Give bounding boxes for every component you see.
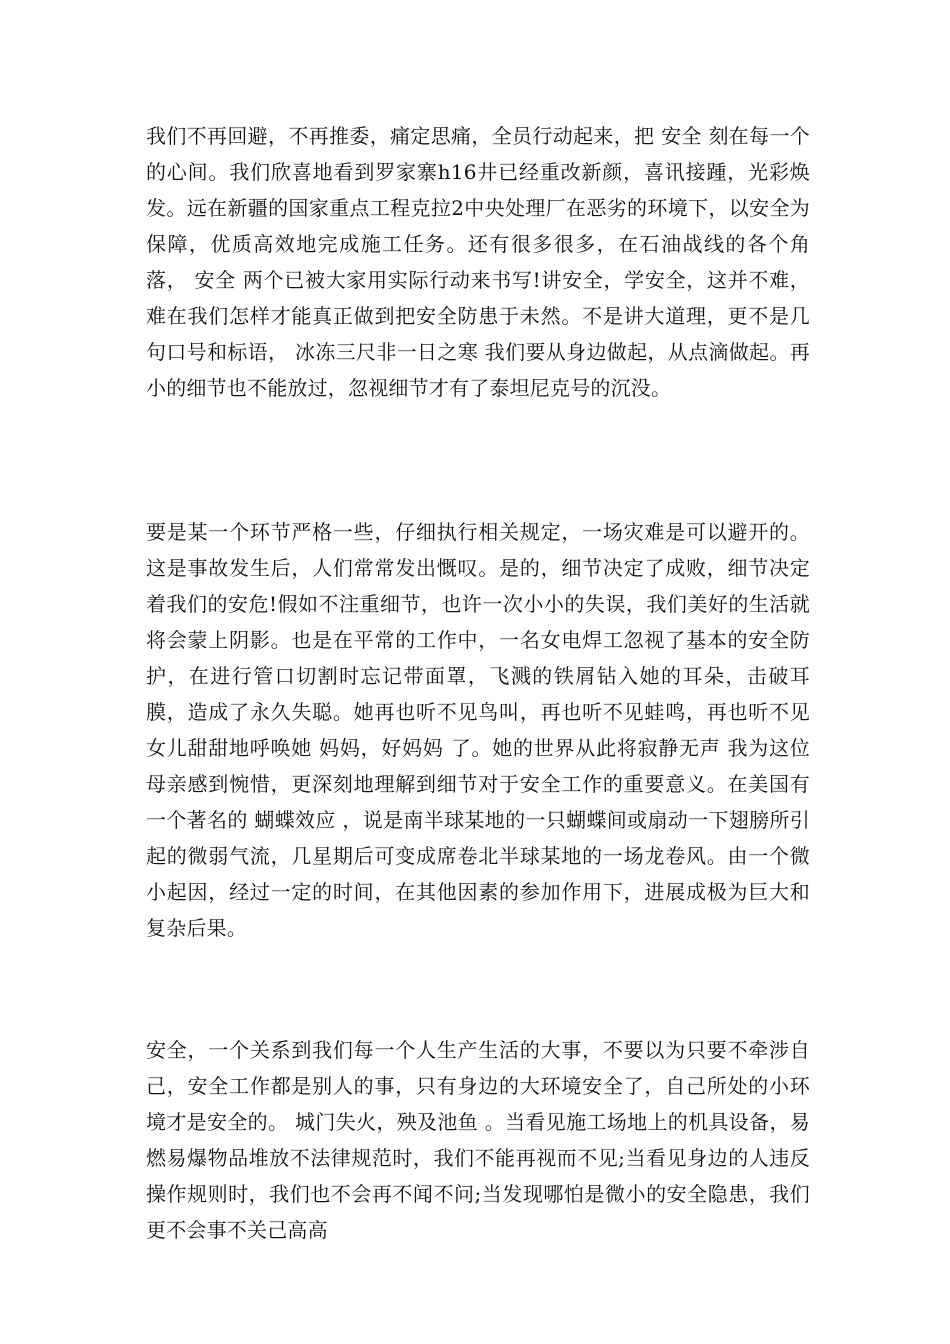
paragraph-1: 我们不再回避，不再推委，痛定思痛，全员行动起来，把 安全 刻在每一个的心间。我们欣喜地看到罗家寨h16井已经重改新颜，喜讯接踵，光彩焕发。远在新疆的国家重点工程克拉2中央处理厂在恶劣的环境下，以安全为保障，优质高效地完成施工任务。还有很多很多，在石油战线的各个角落， 安全 两个已被大家用实际行动来书写!讲安全，学安全，这并不难，难在我们怎样才能真正做到把安全防患于未然。不是讲大道理，更不是几句口号和标语， 冰冻三尺非一日之寒 我们要从身边做起，从点滴做起。再小的细节也不能放过，忽视细节才有了泰坦尼克号的沉没。 bbox=[146, 124, 810, 400]
paragraph-3: 安全，一个关系到我们每一个人生产生活的大事，不要以为只要不牵涉自己，安全工作都是别人的事，只有身边的大环境安全了，自己所处的小环境才是安全的。 城门失火，殃及池鱼 。当看见施工场地上的机具设备，易燃易爆物品堆放不法律规范时，我们不能再视而不见;当看见身边的人违反操作规则时，我们也不会再不闻不问;当发现哪怕是微小的安全隐患，我们更不会事不关己高高 bbox=[146, 1038, 810, 1242]
paragraph-2: 要是某一个环节严格一些，仔细执行相关规定，一场灾难是可以避开的。 这是事故发生后，人们常常发出慨叹。是的，细节决定了成败，细节决定着我们的安危!假如不注重细节，也许一次小小的失误，我们美好的生活就将会蒙上阴影。也是在平常的工作中，一名女电焊工忽视了基本的安全防护，在进行管口切割时忘记带面罩，飞溅的铁屑钻入她的耳朵，击破耳膜，造成了永久失聪。她再也听不见鸟叫，再也听不见蛙鸣，再也听不见女儿甜甜地呼唤她 妈妈，好妈妈 了。她的世界从此将寂静无声 我为这位母亲感到惋惜，更深刻地理解到细节对于安全工作的重要意义。在美国有一个著名的 蝴蝶效应 ，说是南半球某地的一只蝴蝶间或扇动一下翅膀所引起的微弱气流，几星期后可变成席卷北半球某地的一场龙卷风。由一个微小起因，经过一定的时间，在其他因素的参加作用下，进展成极为巨大和复杂后果。 bbox=[146, 520, 810, 940]
